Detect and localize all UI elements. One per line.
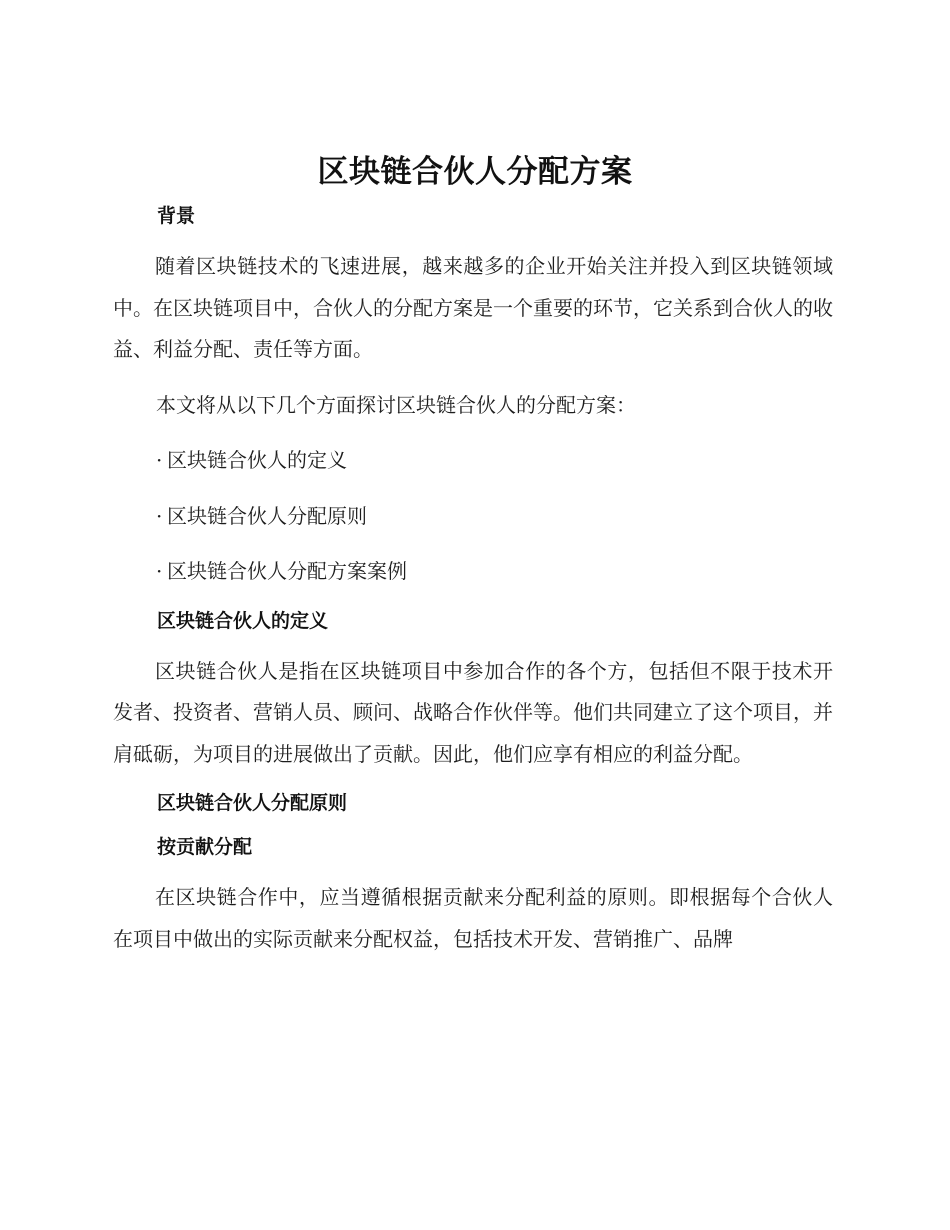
subheading-by-contribution: 按贡献分配 (157, 836, 253, 858)
bullet-item-cases (113, 551, 833, 593)
spacer (113, 775, 833, 787)
bullet-text: 区块链合伙人分配原则 (167, 503, 367, 528)
spacer (113, 426, 833, 440)
bullet-item-definition (113, 440, 833, 482)
bullet-text: 区块链合伙人的定义 (167, 448, 347, 472)
definition-paragraph: 区块链合伙人是指在区块链项目中参加合作的各个方，包括但不限于技术开发者、投资者、营销人员、顾问、战略合作伙伴等。他们共同建立了这个项目，并肩砥砺，为项目的进展做出了贡献。因此，他们应享有相应的利益分配。 (113, 658, 833, 766)
section-heading-definition: 区块链合伙人的定义 (157, 609, 329, 632)
spacer (113, 863, 833, 877)
spacer (113, 232, 833, 246)
background-paragraph: 随着区块链技术的飞速进展，越来越多的企业开始关注并投入到区块链领域中。在区块链项目中，合伙人的分配方案是一个重要的环节，它关系到合伙人的收益、利益分配、责任等方面。 (113, 254, 833, 361)
intro-paragraph: 本文将从以下几个方面探讨区块链合伙人的分配方案： (156, 392, 636, 417)
spacer (113, 819, 833, 831)
section-heading-background: 背景 (157, 205, 196, 227)
bullet-dot-icon: · (156, 448, 163, 472)
bullet-item-principles (113, 496, 833, 538)
spacer (113, 482, 833, 496)
bullet-text: 区块链合伙人分配方案案例 (167, 559, 407, 583)
section-heading-principles: 区块链合伙人分配原则 (157, 792, 348, 814)
document-title: 区块链合伙人分配方案 (317, 154, 633, 190)
spacer (113, 371, 833, 385)
spacer (113, 637, 833, 651)
contribution-paragraph: 在区块链合作中，应当遵循根据贡献来分配利益的原则。即根据每个合伙人在项目中做出的实际贡献来分配权益，包括技术开发、营销推广、品牌 (113, 885, 833, 951)
spacer (113, 537, 833, 551)
bullet-dot-icon: · (156, 503, 163, 528)
spacer (113, 593, 833, 605)
bullet-dot-icon: · (156, 559, 163, 583)
document-body (113, 200, 833, 960)
